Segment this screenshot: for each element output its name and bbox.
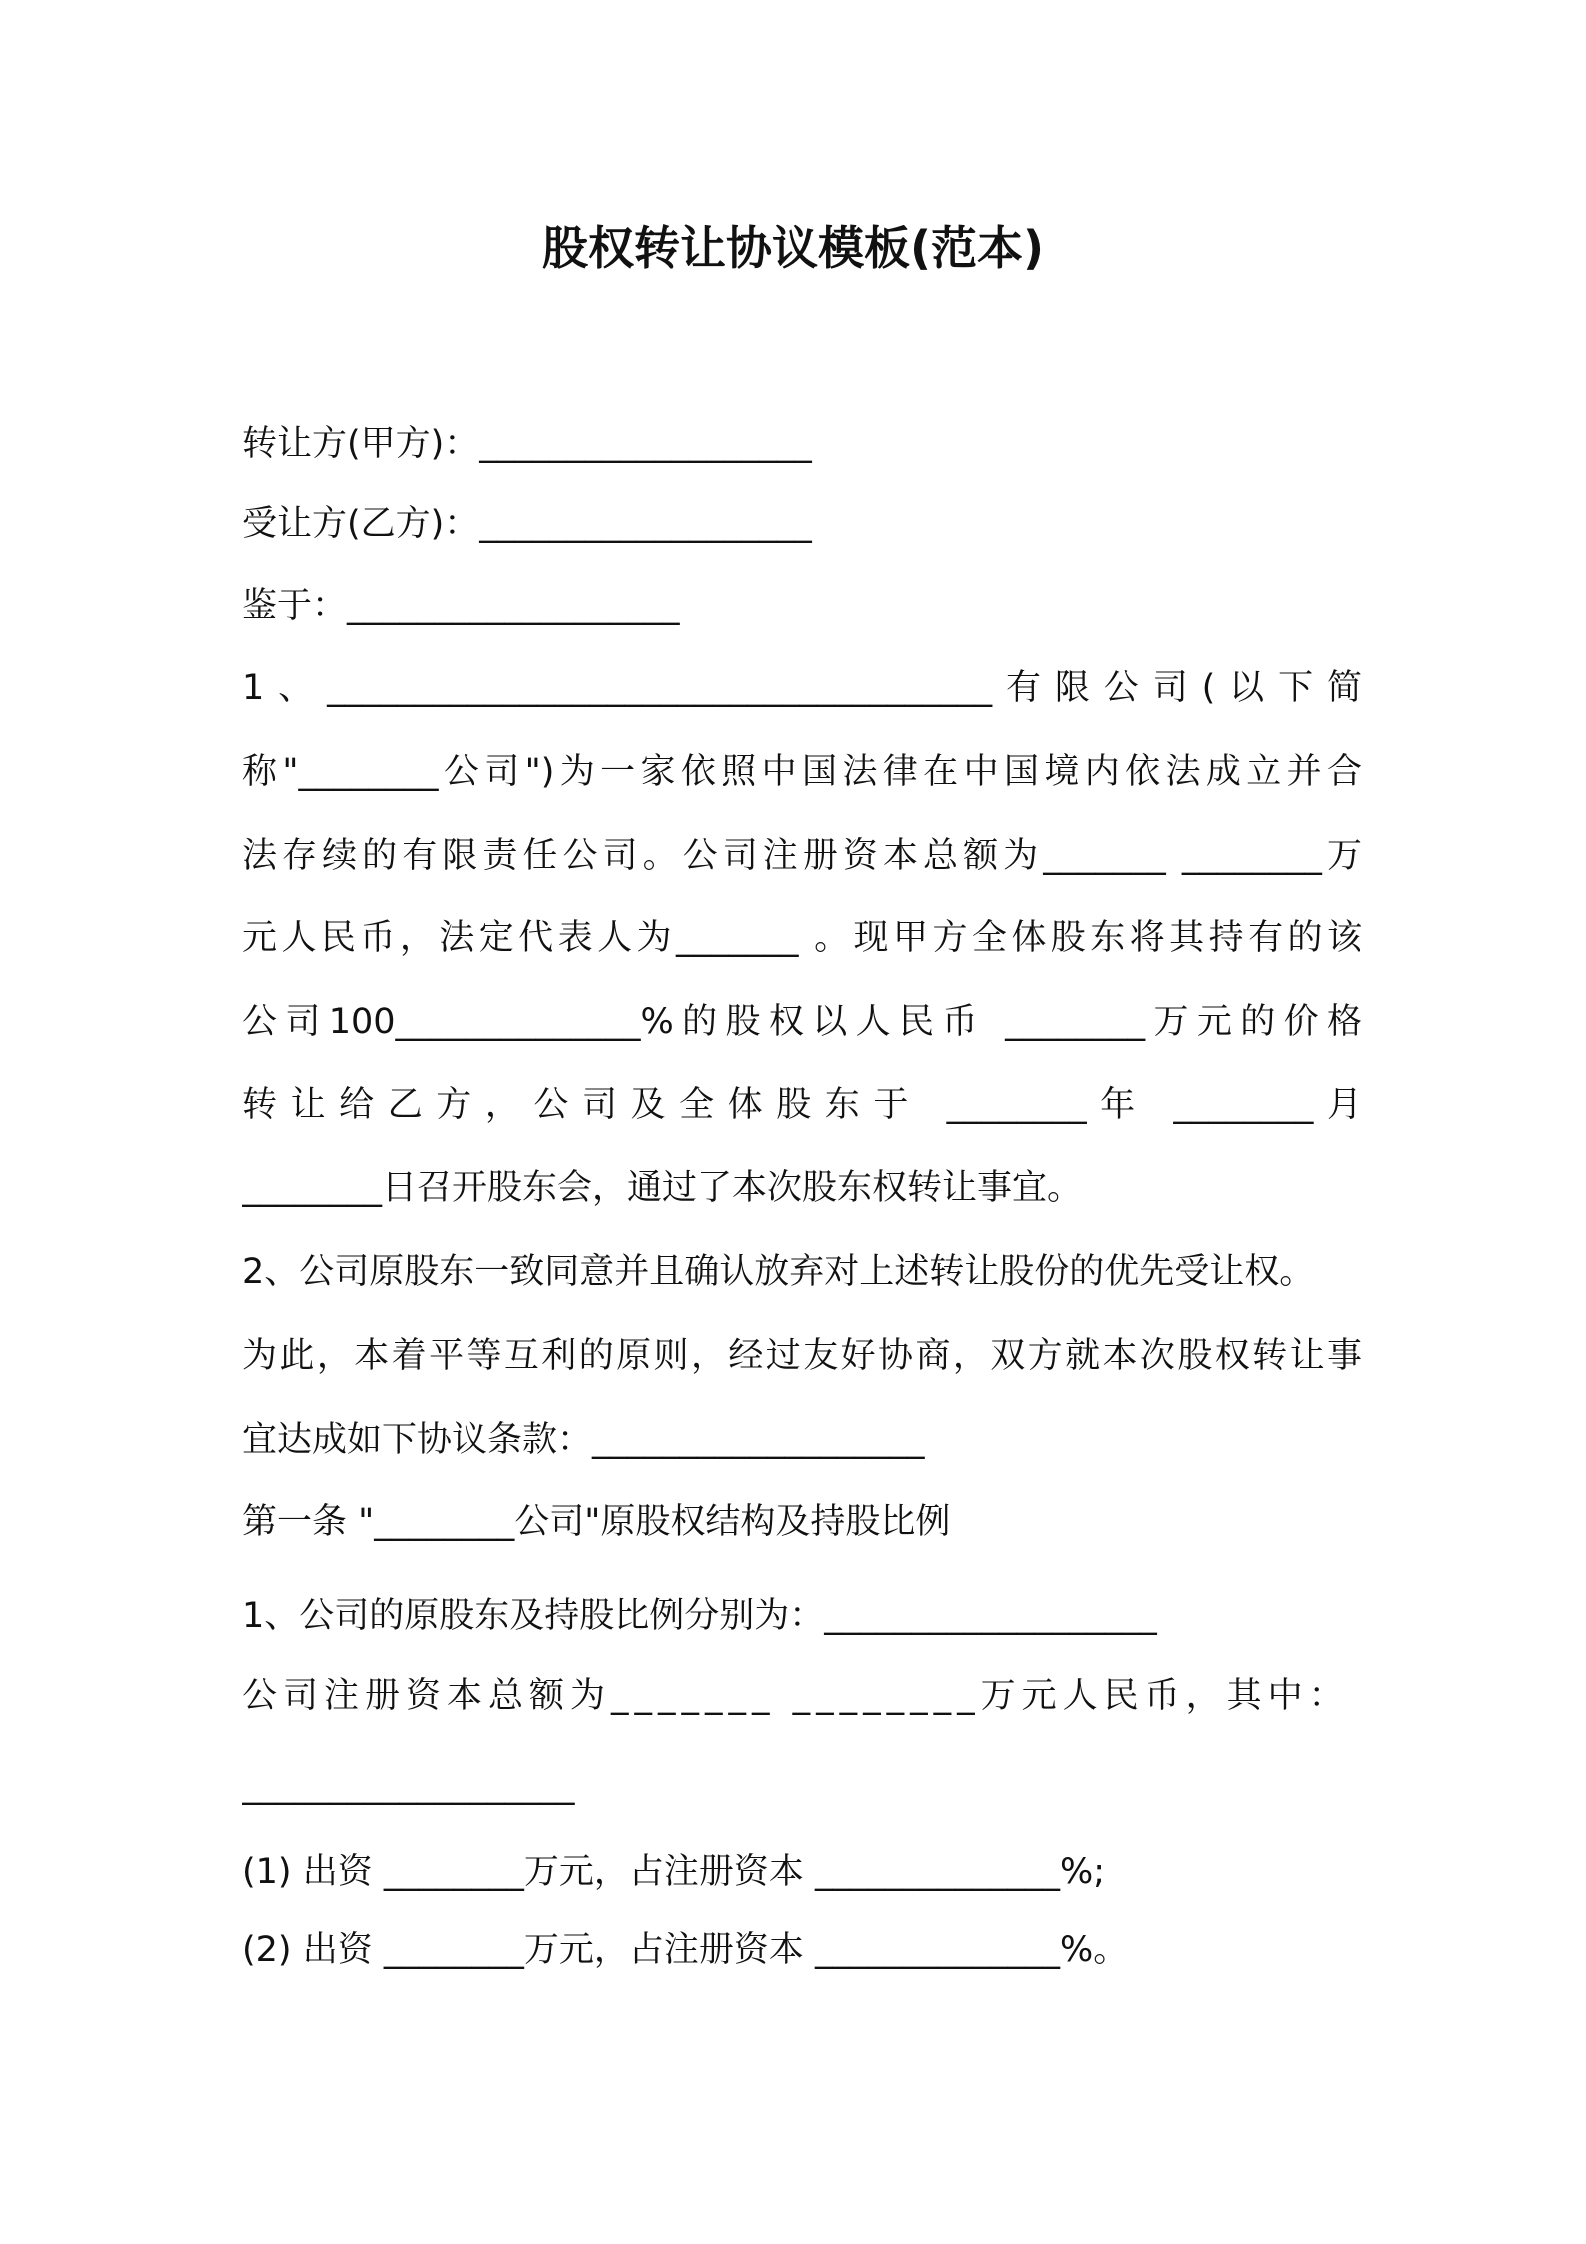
document-title: 股权转让协议模板(范本) [541,221,1045,275]
paragraph-line: 公司注册资本总额为_______ ________万元人民币，其中： [242,1676,1350,1716]
whereas-line: 鉴于：___________________ [242,586,680,626]
paragraph-line: 称"________公司")为一家依照中国法律在中国境内依法成立并合 [242,752,1362,792]
paragraph-line: 1、公司的原股东及持股比例分别为：___________________ [242,1596,1157,1636]
paragraph-line: 转让给乙方，公司及全体股东于 ________年 ________月 [242,1085,1362,1125]
paragraph-line: 为此，本着平等互利的原则，经过友好协商，双方就本次股权转让事 [242,1336,1362,1376]
transferee-line: 受让方(乙方)：___________________ [242,504,812,544]
contribution-item-2: (2) 出资 ________万元，占注册资本 ______________%。 [242,1930,1129,1970]
article-one-heading: 第一条 "________公司"原股权结构及持股比例 [242,1502,951,1542]
contribution-item-1: (1) 出资 ________万元，占注册资本 ______________%; [242,1852,1106,1892]
paragraph-line: 法存续的有限责任公司。公司注册资本总额为_______ ________万 [242,836,1362,876]
transferor-line: 转让方(甲方)：___________________ [242,424,812,464]
paragraph-line: ________日召开股东会，通过了本次股东权转让事宜。 [242,1168,1083,1208]
paragraph-line: 1、______________________________________有限公司(以下简 [242,668,1362,708]
paragraph-line: 公司100______________%的股权以人民币 ________万元的价格 [242,1002,1362,1042]
paragraph-line: 元人民币，法定代表人为_______ 。现甲方全体股东将其持有的该 [242,918,1362,958]
paragraph-line: 2、公司原股东一致同意并且确认放弃对上述转让股份的优先受让权。 [242,1252,1315,1292]
blank-line: ___________________ [242,1766,575,1806]
paragraph-line: 宜达成如下协议条款：___________________ [242,1420,925,1460]
